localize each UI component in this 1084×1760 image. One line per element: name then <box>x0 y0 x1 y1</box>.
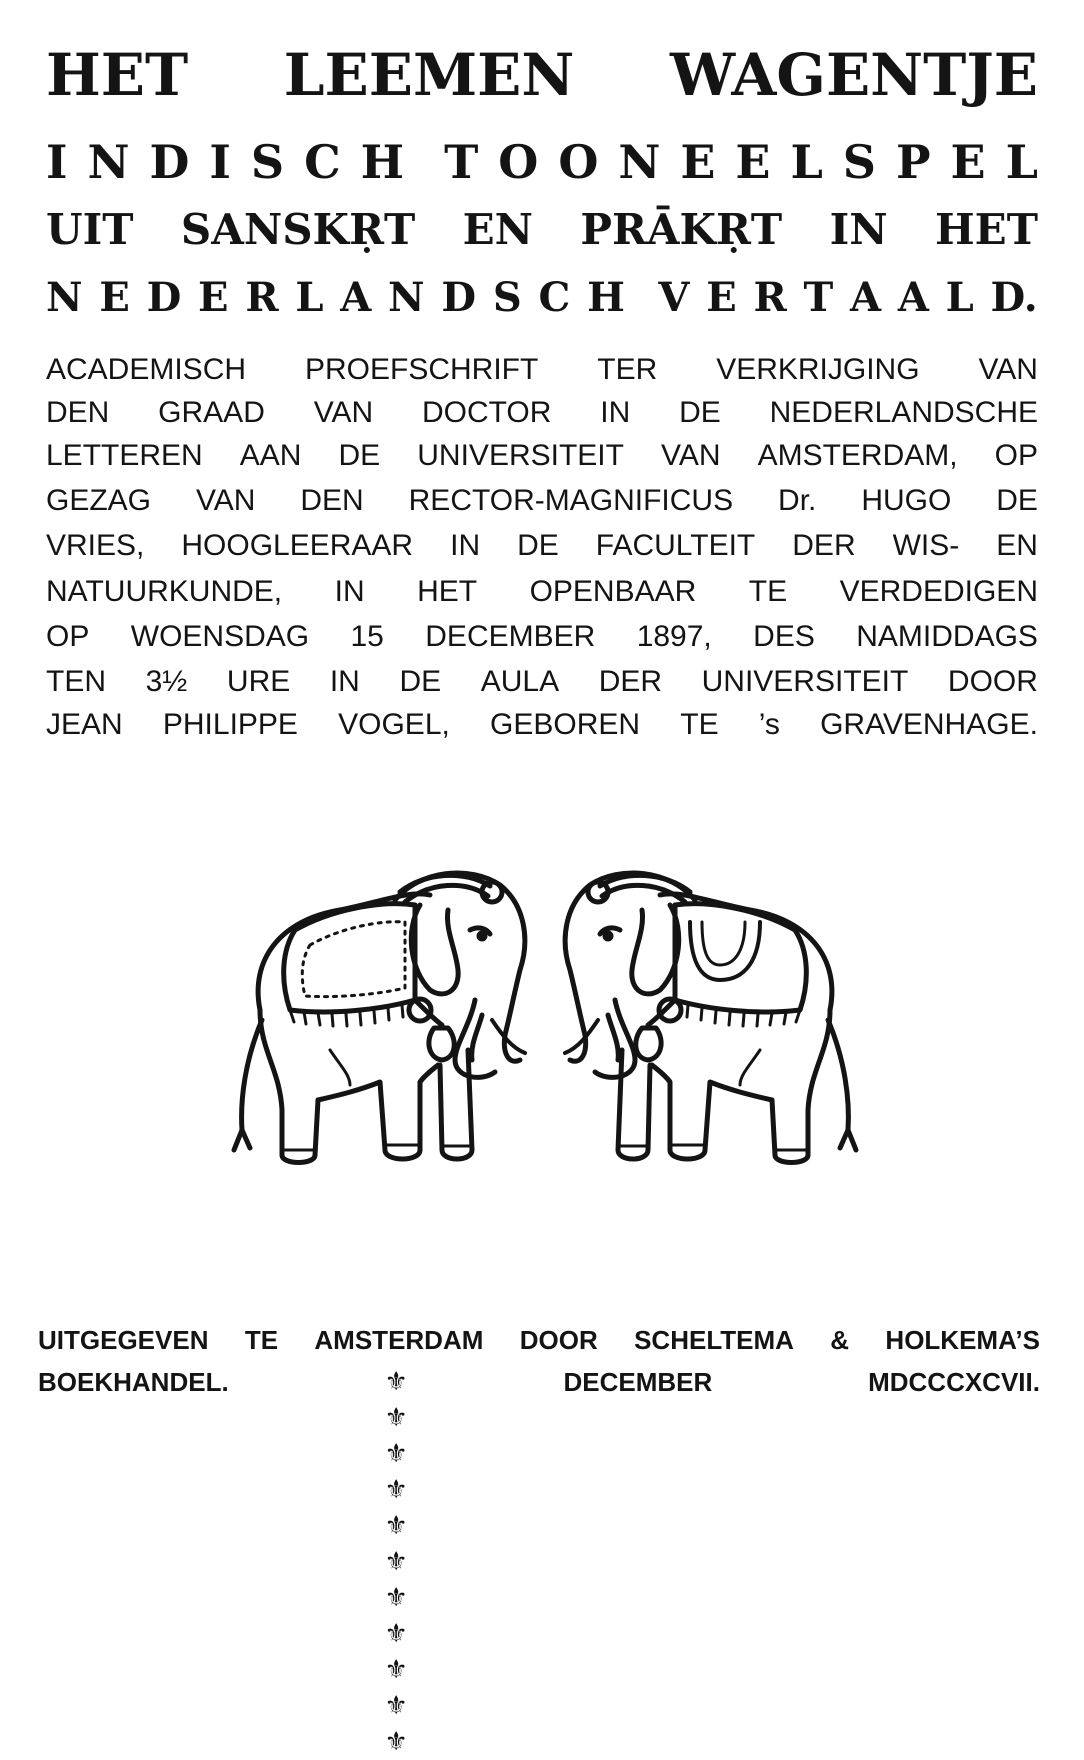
thesis-word: OP <box>46 620 90 653</box>
imprint-word: AMSTERDAM <box>314 1325 484 1355</box>
subtitle-letter: L <box>945 274 974 321</box>
subtitle-letter: E <box>198 274 229 321</box>
thesis-word: VAN <box>661 439 721 472</box>
subtitle-word: UIT <box>46 205 134 254</box>
subtitle-word: SANSKṚT <box>180 205 416 254</box>
subtitle-letter: S <box>842 135 876 189</box>
thesis-word: OPENBAAR <box>529 575 697 608</box>
main-title <box>46 40 1038 110</box>
thesis-word: HET <box>417 575 478 608</box>
fleur-de-lis-icon: ⚜ <box>384 1727 408 1757</box>
subtitle-word: HET <box>935 205 1038 254</box>
thesis-line <box>46 662 1038 702</box>
thesis-word: RECTOR-MAGNIFICUS <box>408 484 734 517</box>
subtitle-letter: S <box>492 274 522 321</box>
thesis-word: WIS- <box>892 529 960 562</box>
thesis-word: DEN <box>300 484 364 517</box>
thesis-word: 3½ <box>145 665 188 698</box>
right-elephant-icon <box>565 873 856 1163</box>
subtitle-letter: V <box>658 274 690 321</box>
subtitle-letter: D <box>146 274 182 321</box>
thesis-word: JEAN <box>46 708 123 741</box>
thesis-word: IN <box>329 665 360 698</box>
thesis-line <box>46 526 1038 566</box>
thesis-word: AAN <box>239 439 302 472</box>
subtitle-line-1 <box>46 132 1038 192</box>
thesis-word: DE <box>996 484 1038 517</box>
thesis-word: DE <box>338 439 381 472</box>
subtitle-letter: E <box>99 274 130 321</box>
subtitle-word: IN <box>829 205 888 254</box>
subtitle-letter: C <box>304 135 341 189</box>
fleur-de-lis-icon: ⚜ <box>384 1439 408 1469</box>
thesis-word: UNIVERSITEIT <box>417 439 624 472</box>
thesis-word: VOGEL, <box>338 708 450 741</box>
subtitle-letter: L <box>790 135 823 189</box>
subtitle-letter: P <box>895 135 931 189</box>
subtitle-letter: H <box>360 135 405 189</box>
subtitle-letter: N <box>46 274 83 321</box>
subtitle-letter: A <box>340 274 372 321</box>
two-elephants-facing-icon <box>220 850 870 1180</box>
thesis-word: NAMIDDAGS <box>856 620 1038 653</box>
thesis-word: VAN <box>195 484 256 517</box>
thesis-word: VERDEDIGEN <box>839 575 1038 608</box>
thesis-word: DOCTOR <box>421 396 552 429</box>
thesis-word: DE <box>517 529 559 562</box>
thesis-word: TEN <box>46 665 106 698</box>
thesis-word: Dr. <box>778 484 817 517</box>
subtitle-word: EN <box>462 205 534 254</box>
subtitle-letter: T <box>444 135 479 189</box>
subtitle-letter: L <box>295 274 324 321</box>
imprint-line-2 <box>38 1364 1040 1757</box>
subtitle-letter: I <box>209 135 231 189</box>
subtitle-letter: E <box>706 274 737 321</box>
thesis-line <box>46 617 1038 657</box>
thesis-word: PROEFSCHRIFT <box>304 353 539 386</box>
subtitle-letter: S <box>250 135 285 189</box>
imprint-word: SCHELTEMA <box>634 1325 794 1355</box>
thesis-word: IN <box>600 396 631 429</box>
imprint-word: DOOR <box>519 1325 598 1355</box>
thesis-word: ’s <box>758 708 780 741</box>
thesis-line <box>46 393 1038 433</box>
thesis-word: OP <box>994 439 1038 472</box>
thesis-line <box>46 705 1038 745</box>
fleur-de-lis-icon: ⚜ <box>384 1547 408 1577</box>
thesis-word: URE <box>226 665 291 698</box>
subtitle-letter: L <box>1005 135 1038 189</box>
imprint-word: UITGEGEVEN <box>38 1325 209 1355</box>
fleur-de-lis-icon: ⚜ <box>384 1583 408 1613</box>
thesis-word: VAN <box>978 353 1038 386</box>
thesis-word: TE <box>748 575 788 608</box>
thesis-word: DE <box>679 396 721 429</box>
subtitle-letter: R <box>753 274 787 321</box>
subtitle-letter: D <box>149 135 190 189</box>
thesis-word: DER <box>598 665 663 698</box>
subtitle-letter: T <box>803 274 834 321</box>
thesis-word: EN <box>996 529 1038 562</box>
thesis-word: VERKRIJGING <box>716 353 920 386</box>
thesis-word: GEBOREN <box>490 708 641 741</box>
thesis-word: NATUURKUNDE, <box>46 575 283 608</box>
thesis-word: LETTEREN <box>46 439 203 472</box>
subtitle-letter: C <box>538 274 571 321</box>
thesis-word: DES <box>753 620 815 653</box>
thesis-word: GEZAG <box>46 484 152 517</box>
thesis-word: AULA <box>480 665 560 698</box>
fleur-de-lis-icon: ⚜ <box>384 1655 408 1685</box>
subtitle-letter: A <box>897 274 929 321</box>
thesis-line <box>46 572 1038 612</box>
thesis-word: GRAVENHAGE. <box>820 708 1038 741</box>
subtitle-line-3 <box>46 268 1038 328</box>
thesis-word: HUGO <box>861 484 952 517</box>
thesis-word: DECEMBER <box>425 620 596 653</box>
thesis-word: FACULTEIT <box>595 529 756 562</box>
fleur-de-lis-icon: ⚜ <box>384 1475 408 1505</box>
thesis-line <box>46 436 1038 476</box>
thesis-word: DEN <box>46 396 110 429</box>
title-word: WAGENTJE <box>669 41 1038 109</box>
thesis-word: HOOGLEERAAR <box>181 529 414 562</box>
subtitle-letter: R <box>245 274 279 321</box>
thesis-word: NEDERLANDSCHE <box>769 396 1038 429</box>
thesis-word: DER <box>792 529 856 562</box>
thesis-line <box>46 350 1038 390</box>
thesis-word: 15 <box>350 620 384 653</box>
thesis-word: IN <box>334 575 365 608</box>
subtitle-line-2 <box>46 200 1038 260</box>
fleur-de-lis-icon: ⚜ <box>384 1619 408 1649</box>
thesis-line <box>46 481 1038 521</box>
imprint-word: TE <box>244 1325 279 1355</box>
thesis-word: 1897, <box>636 620 712 653</box>
thesis-word: IN <box>450 529 481 562</box>
imprint-publisher-end: BOEKHANDEL. <box>38 1367 229 1397</box>
subtitle-letter: E <box>680 135 716 189</box>
fleur-de-lis-ornament-row <box>384 1364 408 1757</box>
thesis-word: TE <box>680 708 719 741</box>
imprint-word: & <box>830 1325 850 1355</box>
thesis-word: ACADEMISCH <box>46 353 247 386</box>
thesis-word: VRIES, <box>46 529 145 562</box>
left-elephant-icon <box>234 873 525 1163</box>
subtitle-letter: E <box>950 135 986 189</box>
imprint-date-month: DECEMBER <box>563 1367 713 1397</box>
subtitle-letter: N <box>87 135 130 189</box>
thesis-word: AMSTERDAM, <box>757 439 958 472</box>
thesis-word: DOOR <box>947 665 1038 698</box>
subtitle-letter: H <box>587 274 625 321</box>
subtitle-letter: D <box>441 274 477 321</box>
imprint-word: HOLKEMA’S <box>885 1325 1040 1355</box>
thesis-word: DE <box>399 665 442 698</box>
title-word: HET <box>46 41 189 109</box>
subtitle-letter: D. <box>990 274 1038 321</box>
subtitle-letter: O <box>558 135 599 189</box>
title-word: LEEMEN <box>283 41 575 109</box>
fleur-de-lis-icon: ⚜ <box>384 1511 408 1541</box>
subtitle-letter: N <box>618 135 661 189</box>
thesis-word: WOENSDAG <box>130 620 310 653</box>
thesis-word: GRAAD <box>158 396 265 429</box>
thesis-word: TER <box>597 353 658 386</box>
subtitle-word: PRĀKṚT <box>580 205 783 254</box>
subtitle-letter: N <box>388 274 425 321</box>
thesis-word: UNIVERSITEIT <box>701 665 909 698</box>
subtitle-letter: A <box>850 274 882 321</box>
thesis-word: PHILIPPE <box>162 708 298 741</box>
thesis-word: VAN <box>313 396 374 429</box>
fleur-de-lis-icon: ⚜ <box>384 1403 408 1433</box>
imprint-line-1 <box>38 1322 1040 1358</box>
subtitle-letter: E <box>735 135 771 189</box>
fleur-de-lis-icon: ⚜ <box>384 1367 408 1397</box>
subtitle-letter: O <box>498 135 539 189</box>
fleur-de-lis-icon: ⚜ <box>384 1691 408 1721</box>
subtitle-letter: I <box>46 135 68 189</box>
imprint-date-year: MDCCCXCVII. <box>868 1367 1040 1397</box>
